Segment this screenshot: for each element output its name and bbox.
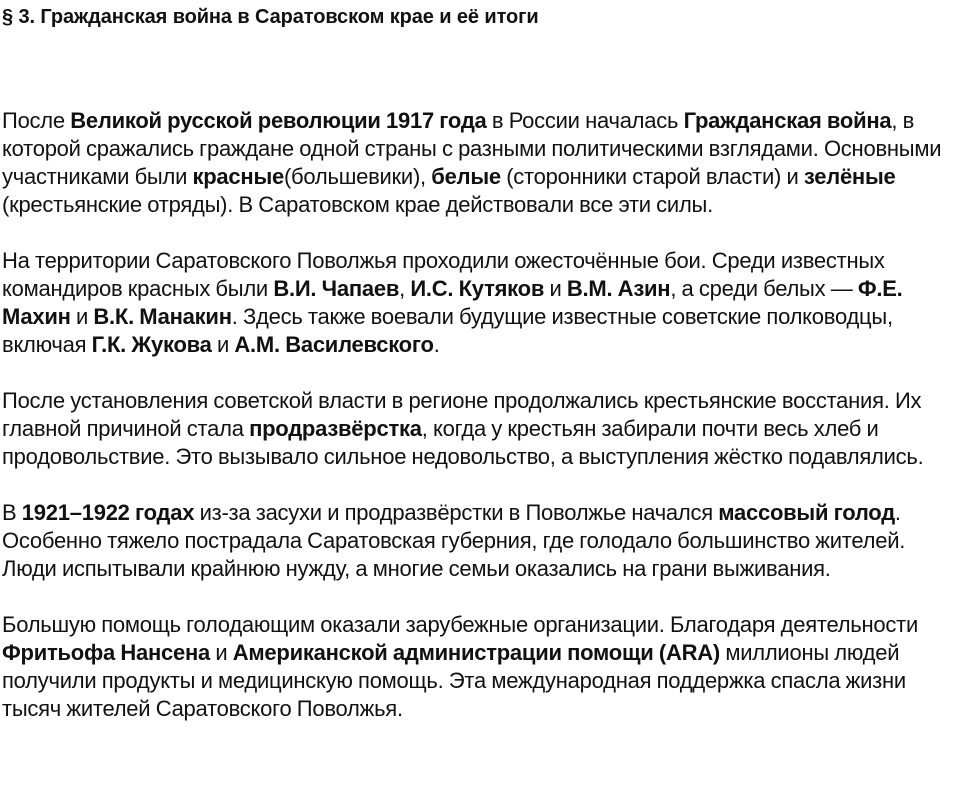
text-run: . [433, 332, 440, 357]
text-run: В [2, 500, 22, 525]
paragraph-5 [2, 611, 964, 723]
text-run: (большевики), [283, 164, 432, 189]
text-run: , а среди белых — [670, 276, 858, 301]
text-run: из-за засухи и продразвёрстки в Поволжье начался [194, 500, 719, 525]
text-run: , [399, 276, 411, 301]
text-run: и [70, 304, 94, 329]
bold-term: 1921–1922 годах [21, 500, 195, 525]
text-run: и [211, 332, 235, 357]
bold-term: В.М. Азин [566, 276, 671, 301]
text-run: , в которой сражались граждане одной страны с разными политическими взглядами. Основными участниками были [2, 108, 942, 189]
text-run: . Здесь также воевали будущие известные советские полководцы, включая [2, 304, 893, 357]
text-run: После установления советской власти в регионе продолжались крестьянские восстания. Их главной причиной стала [2, 388, 922, 441]
text-run: и [209, 640, 233, 665]
bold-term: красные [192, 164, 284, 189]
paragraph-3 [2, 387, 964, 471]
bold-term: И.С. Кутяков [410, 276, 545, 301]
bold-term: Г.К. Жукова [91, 332, 212, 357]
text-run: , когда у крестьян забирали почти весь хлеб и продовольствие. Это вызывало сильное недовольство, а выступления жёстко подавлялись. [2, 416, 924, 469]
paragraph-4 [2, 499, 964, 583]
paragraph-1 [2, 107, 964, 219]
bold-term: В.И. Чапаев [273, 276, 400, 301]
text-run: После [2, 108, 71, 133]
text-run: (сторонники старой власти) и [500, 164, 804, 189]
paragraph-2 [2, 247, 964, 359]
text-run: Большую помощь голодающим оказали зарубежные организации. Благодаря деятельности [2, 612, 919, 637]
bold-term: массовый голод [718, 500, 895, 525]
text-run: . Особенно тяжело пострадала Саратовская губерния, где голодало большинство жителей. Люди испытывали крайнюю нужду, а многие семьи оказались на грани выживания. [2, 500, 906, 581]
bold-term: продразвёрстка [249, 416, 422, 441]
bold-term: зелёные [803, 164, 896, 189]
text-run: и [544, 276, 567, 301]
bold-term: Гражданская война [683, 108, 892, 133]
bold-term: Американской администрации помощи (ARA) [232, 640, 720, 665]
bold-term: Фритьофа Нансена [2, 640, 210, 665]
bold-term: Великой русской революции 1917 года [70, 108, 487, 133]
text-run: (крестьянские отряды). В Саратовском крае действовали все эти силы. [2, 192, 713, 217]
bold-term: Ф.Е. Махин [2, 276, 903, 329]
section-title: § 3. Гражданская война в Саратовском крае и её итоги [2, 6, 539, 28]
bold-term: В.К. Манакин [93, 304, 232, 329]
document-body [2, 107, 964, 723]
bold-term: белые [431, 164, 501, 189]
bold-term: А.М. Василевского [234, 332, 434, 357]
text-run: На территории Саратовского Поволжья проходили ожесточённые бои. Среди известных командиров красных были [2, 248, 885, 301]
text-run: в России началась [486, 108, 684, 133]
text-run: миллионы людей получили продукты и медицинскую помощь. Эта международная поддержка спасла жизни тысяч жителей Саратовского Поволжья. [2, 640, 906, 721]
